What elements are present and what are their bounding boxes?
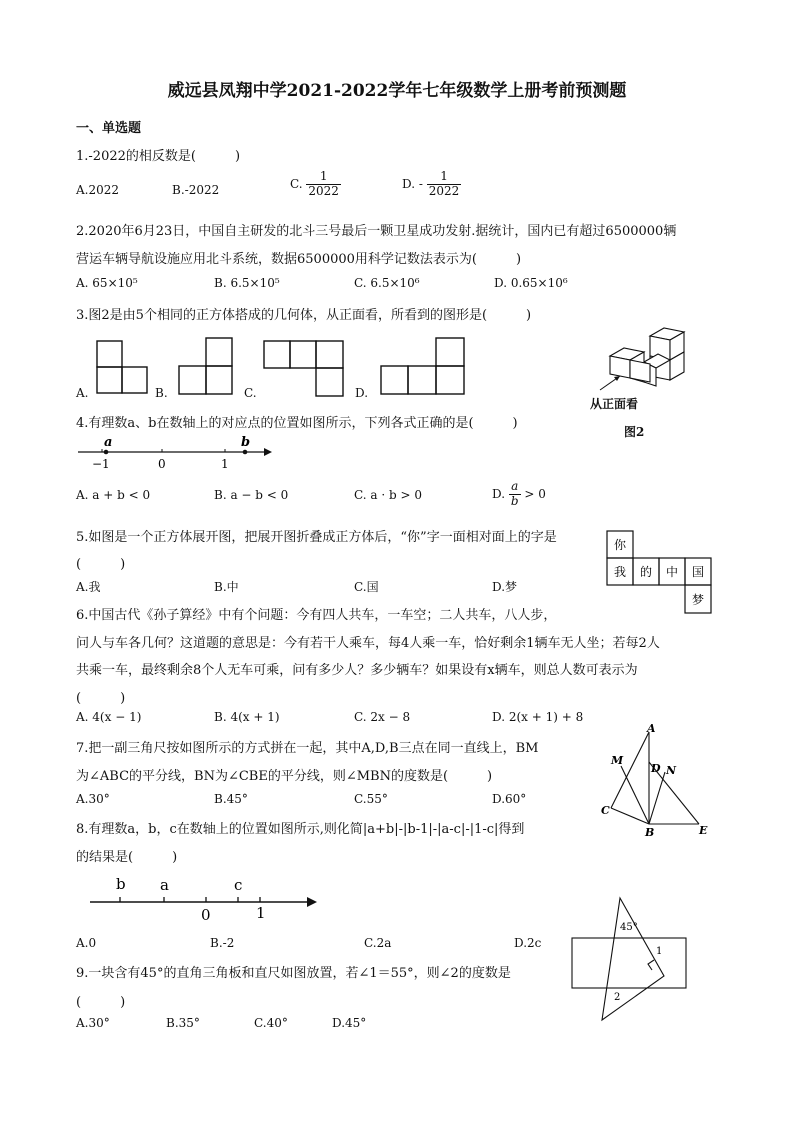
question-6-line4: ( )	[76, 691, 126, 706]
question-2-line1: 2.2020年6月23日，中国自主研发的北斗三号最后一颗卫星成功发射.据统计，国内已有超过6500000辆	[76, 224, 677, 239]
q1-option-c-fraction: $\frac{1}{2022}$	[308, 169, 339, 198]
q8-option-c[interactable]: C.2a	[364, 936, 392, 950]
q7-label-A: A	[647, 722, 656, 735]
q9-option-b[interactable]: B.35°	[166, 1016, 200, 1030]
q3-option-a[interactable]: A.	[76, 386, 89, 400]
q2-option-b[interactable]: B. 6.5×10⁵	[214, 276, 280, 290]
q4-option-a[interactable]: A. a + b < 0	[76, 488, 151, 502]
net-face-wo: 我	[613, 565, 627, 579]
q5-option-b[interactable]: B.中	[214, 580, 239, 594]
question-6-line3: 共乘一车，最终剩余8个人无车可乘，问有多少人？多少辆车？如果设有x辆车，则总人数可表示为	[76, 663, 638, 678]
q1-option-c-label: C.	[290, 176, 303, 191]
q8-tick-1: 1	[256, 904, 266, 922]
question-2-line2: 营运车辆导航设施应用北斗系统，数据6500000用科学记数法表示为( )	[76, 252, 522, 267]
q2-option-a[interactable]: A. 65×10⁵	[76, 276, 138, 290]
q7-label-N: N	[666, 764, 677, 777]
q9-option-d[interactable]: D.45°	[332, 1016, 367, 1030]
section-heading: 一、单选题	[76, 121, 142, 136]
q3-figure-caption: 从正面看	[590, 397, 639, 411]
q4-label-a: a	[104, 435, 113, 450]
q4-label-b: b	[241, 435, 251, 450]
net-face-ni: 你	[613, 538, 627, 552]
q9-label-2: 2	[614, 992, 621, 1003]
q9-label-45: 45°	[620, 922, 638, 933]
q1-option-b[interactable]: B.-2022	[172, 183, 220, 197]
net-face-zhong: 中	[665, 565, 679, 579]
q3-figure-label: 图2	[624, 425, 645, 439]
question-3-text: 3.图2是由5个相同的正方体搭成的几何体，从正面看，所看到的图形是( )	[76, 308, 532, 323]
q7-label-B: B	[645, 826, 655, 838]
q1-option-a[interactable]: A.2022	[76, 183, 120, 197]
q3-option-c-figure	[263, 340, 345, 398]
q6-option-a[interactable]: A. 4(x − 1)	[76, 710, 142, 724]
q7-triangle-figure	[595, 722, 715, 838]
q7-label-D: D	[651, 762, 661, 775]
question-9-line2: ( )	[76, 995, 126, 1010]
q4-number-line	[76, 432, 276, 474]
q8-number-line	[88, 872, 320, 924]
q1-option-c[interactable]	[290, 170, 341, 199]
net-face-meng: 梦	[691, 593, 705, 607]
q7-label-C: C	[601, 804, 610, 817]
q6-option-b[interactable]: B. 4(x + 1)	[214, 710, 280, 724]
question-5-line1: 5.如图是一个正方体展开图，把展开图折叠成正方体后，“你”字一面相对面上的字是	[76, 530, 557, 545]
q1-option-d-label: D.	[402, 176, 416, 191]
q1-option-d[interactable]	[402, 170, 461, 199]
q4-option-d-label: D.	[492, 486, 506, 501]
q8-tick-0: 0	[201, 906, 211, 924]
q4-option-c[interactable]: C. a · b > 0	[354, 488, 422, 502]
q6-option-c[interactable]: C. 2x − 8	[354, 710, 411, 724]
q4-option-d-tail: > 0	[524, 486, 546, 501]
q4-tick-0: 0	[158, 457, 166, 471]
q9-option-c[interactable]: C.40°	[254, 1016, 288, 1030]
q5-option-a[interactable]: A.我	[76, 580, 101, 594]
q9-ruler-triangle-figure	[570, 892, 690, 1024]
q7-option-b[interactable]: B.45°	[214, 792, 248, 806]
q2-option-d[interactable]: D. 0.65×10⁶	[494, 276, 568, 290]
q5-cube-net	[606, 530, 714, 616]
q5-option-c[interactable]: C.国	[354, 580, 379, 594]
q3-option-b[interactable]: B.	[155, 386, 168, 400]
q3-option-b-figure	[178, 337, 234, 397]
question-6-line2: 问人与车各几何？这道题的意思是：今有若干人乘车，每4人乘一车，恰好剩余1辆车无人坐；若每2人	[76, 636, 660, 651]
question-8-line1: 8.有理数a，b，c在数轴上的位置如图所示,则化简|a+b|-|b-1|-|a-c|-|1-c|得到	[76, 822, 525, 837]
net-face-guo: 国	[691, 565, 705, 579]
q8-label-b: b	[116, 875, 126, 893]
q7-option-c[interactable]: C.55°	[354, 792, 388, 806]
q8-option-a[interactable]: A.0	[76, 936, 97, 950]
question-4-text: 4.有理数a、b在数轴上的对应点的位置如图所示，下列各式正确的是( )	[76, 416, 518, 431]
q6-option-d[interactable]: D. 2(x + 1) + 8	[492, 710, 584, 724]
page-title: 威远县凤翔中学2021-2022学年七年级数学上册考前预测题	[167, 81, 627, 101]
q4-option-b[interactable]: B. a − b < 0	[214, 488, 289, 502]
q7-label-M: M	[611, 754, 624, 767]
net-face-de: 的	[639, 565, 653, 579]
q2-option-c[interactable]: C. 6.5×10⁶	[354, 276, 420, 290]
q1-option-d-fraction: $\frac{1}{2022}$	[428, 169, 460, 198]
q8-label-c: c	[234, 876, 243, 894]
q3-option-c[interactable]: C.	[244, 386, 257, 400]
q8-label-a: a	[160, 876, 169, 894]
q8-option-d[interactable]: D.2c	[514, 936, 542, 950]
question-8-line2: 的结果是( )	[76, 850, 178, 865]
q3-option-d-figure	[380, 337, 466, 397]
q7-option-a[interactable]: A.30°	[76, 792, 110, 806]
question-9-line1: 9.一块含有45°的直角三角板和直尺如图放置，若∠1＝55°，则∠2的度数是	[76, 966, 511, 981]
question-7-line1: 7.把一副三角尺按如图所示的方式拼在一起，其中A,D,B三点在同一直线上，BM	[76, 741, 539, 756]
question-7-line2: 为∠ABC的平分线，BN为∠CBE的平分线，则∠MBN的度数是( )	[76, 769, 493, 784]
q3-option-a-figure	[96, 340, 148, 396]
q9-label-1: 1	[656, 946, 663, 957]
q5-option-d[interactable]: D.梦	[492, 580, 518, 594]
q4-tick-minus1: −1	[92, 457, 110, 471]
q4-option-d-fraction: $\frac{a}{b}$	[510, 479, 519, 508]
question-5-line2: ( )	[76, 557, 126, 572]
q9-option-a[interactable]: A.30°	[76, 1016, 110, 1030]
question-1-text: 1.-2022的相反数是( )	[76, 149, 241, 164]
q7-option-d[interactable]: D.60°	[492, 792, 527, 806]
q4-tick-1: 1	[221, 457, 229, 471]
q8-option-b[interactable]: B.-2	[210, 936, 235, 950]
q1-option-d-sign: -	[418, 176, 423, 191]
q3-option-d[interactable]: D.	[355, 386, 369, 400]
question-6-line1: 6.中国古代《孙子算经》中有个问题：今有四人共车，一车空；二人共车，八人步，	[76, 608, 557, 623]
q7-label-E: E	[699, 824, 708, 837]
q4-option-d[interactable]	[492, 480, 546, 509]
